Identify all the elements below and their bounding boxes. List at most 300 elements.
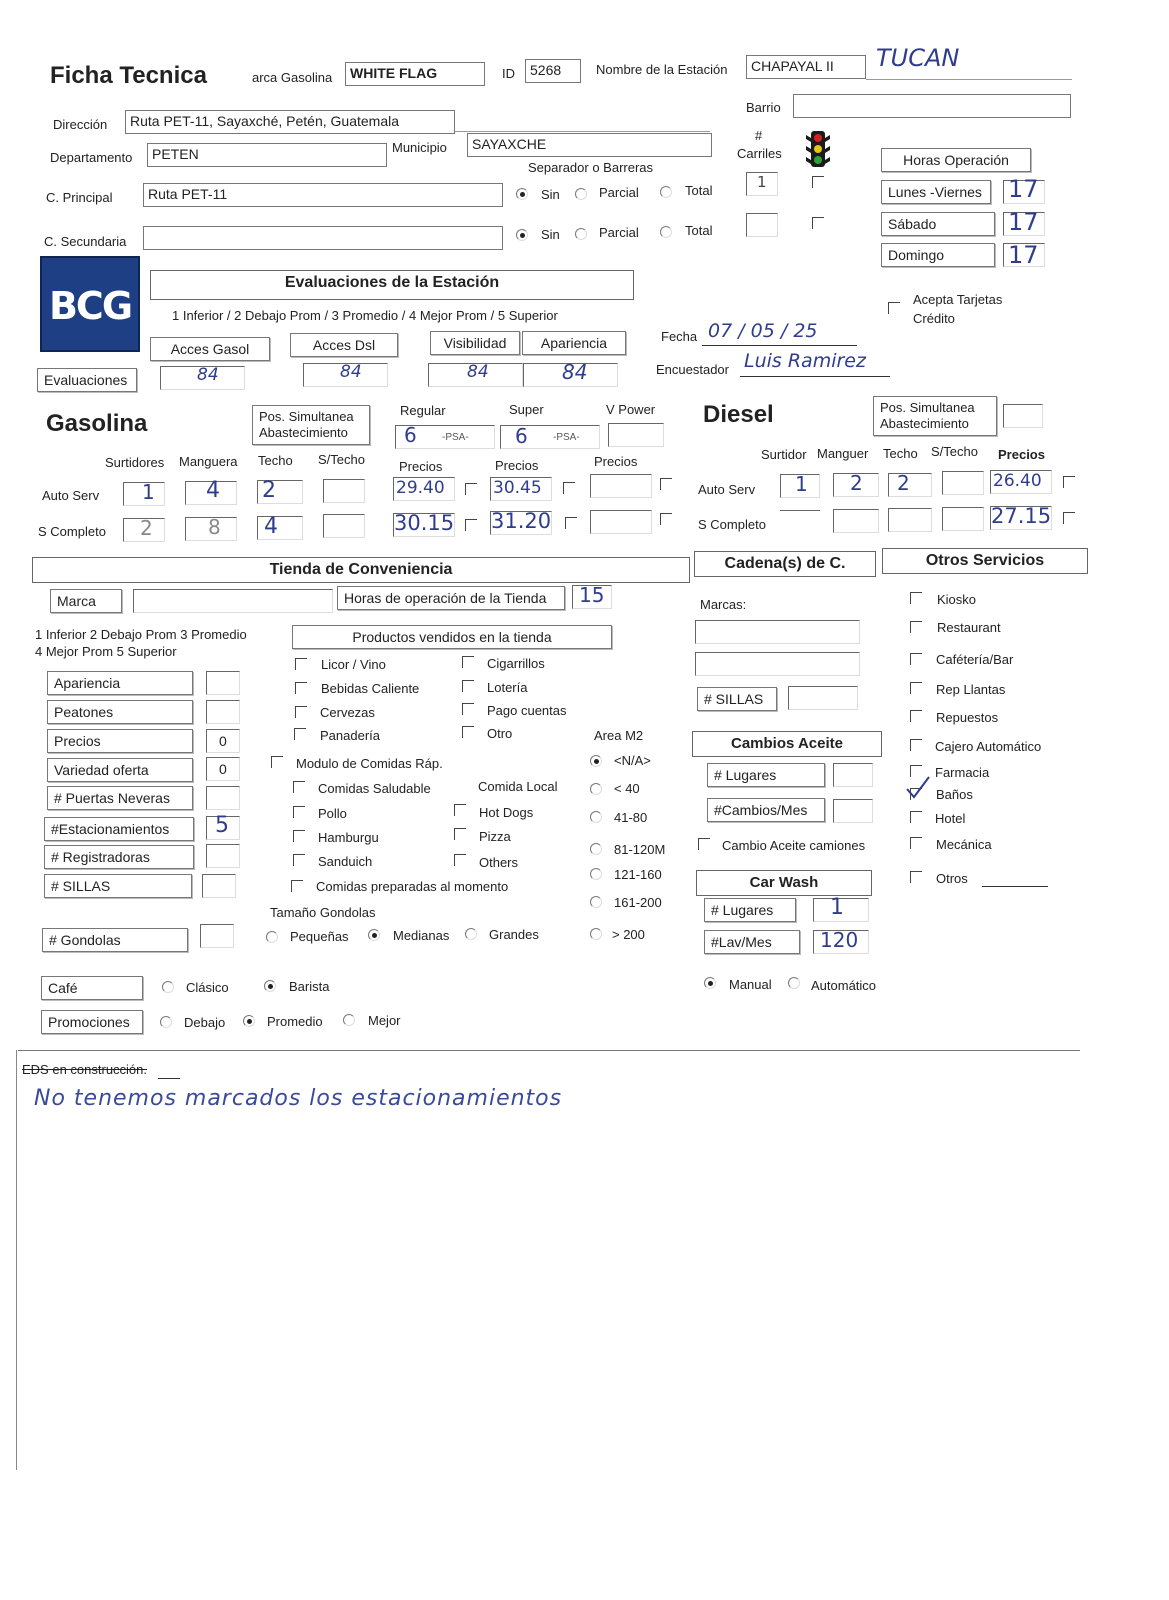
gas-auto-manguera-value: 4 (206, 478, 220, 503)
nombre-handwritten: TUCAN (876, 44, 960, 72)
carriles-checkbox-2[interactable] (812, 217, 824, 229)
area-gt200-label: > 200 (612, 927, 645, 942)
prod-licor-checkbox[interactable] (295, 658, 307, 670)
rating-apariencia-label: Apariencia (47, 671, 193, 695)
secundaria-label: C. Secundaria (44, 234, 127, 249)
otros-restaurant-label: Restaurant (937, 620, 1001, 635)
horas-lunes-field[interactable] (1003, 175, 1045, 204)
notes-typed: EDS en construcción. (22, 1062, 148, 1077)
horas-domingo-label: Domingo (881, 243, 995, 267)
gas-auto-manguera[interactable] (185, 478, 237, 505)
comidas-hotdogs-checkbox[interactable] (454, 804, 466, 816)
col-stecho: S/Techo (318, 452, 365, 467)
cambios-mes-field[interactable] (833, 799, 873, 823)
promo-debajo-radio[interactable] (160, 1016, 172, 1028)
rating-variedad-label: Variedad oferta (47, 758, 193, 782)
super-psa-value: 6 (515, 424, 528, 448)
rating-precios-field[interactable]: 0 (206, 729, 240, 753)
cambios-lugares-field[interactable] (833, 763, 873, 787)
diesel-pos-line-1: Pos. Simultanea (880, 400, 975, 415)
cambios-aceite-header: Cambios Aceite (692, 731, 882, 757)
encuestador-label: Encuestador (656, 362, 729, 377)
carwash-lugares-label: # Lugares (704, 898, 796, 922)
tienda-marca-field[interactable] (133, 589, 333, 613)
rating-peatones-field[interactable] (206, 700, 240, 724)
diesel-auto-manguer-value: 2 (850, 471, 863, 495)
diesel-title: Diesel (703, 401, 774, 428)
gas-completo-super-price-value: 31.20 (491, 509, 552, 533)
fecha-underline (702, 345, 857, 346)
municipio-label: Municipio (392, 140, 447, 155)
comidas-hamburgu-checkbox[interactable] (293, 830, 305, 842)
prod-licor-label: Licor / Vino (321, 657, 386, 672)
departamento-field[interactable]: PETEN (147, 143, 387, 167)
gas-auto-label: Auto Serv (42, 488, 100, 503)
comidas-saludable-label: Comidas Saludable (318, 781, 431, 796)
otros-hotel-checkbox[interactable] (910, 811, 922, 823)
tienda-header: Tienda de Conveniencia (32, 557, 690, 583)
area-lt40-radio[interactable] (590, 783, 602, 795)
prod-pago-checkbox[interactable] (462, 703, 474, 715)
diesel-auto-manguer[interactable] (833, 473, 879, 497)
vpower-label: V Power (606, 402, 656, 417)
gas-completo-super-checkbox[interactable] (565, 517, 577, 529)
otros-kiosko-label: Kiosko (937, 592, 977, 607)
cadena-marca-field-1[interactable] (695, 620, 860, 644)
acces-dsl-value: 84 (340, 362, 362, 382)
marca-field[interactable]: WHITE FLAG (345, 62, 485, 86)
otros-kiosko-checkbox[interactable] (910, 592, 922, 604)
diesel-auto-label: Auto Serv (698, 482, 756, 497)
prod-otro-checkbox[interactable] (462, 726, 474, 738)
acces-gasol-field[interactable] (160, 366, 245, 390)
notes-handwritten[interactable]: No tenemos marcados los estacionamientos (34, 1086, 563, 1111)
diesel-col-stecho: S/Techo (931, 444, 978, 459)
tienda-scale-2: 4 Mejor Prom 5 Superior (35, 644, 177, 659)
rating-puertas-field[interactable] (206, 786, 240, 810)
carwash-auto-radio[interactable] (788, 977, 800, 989)
horas-lunes-label: Lunes -Viernes (881, 180, 991, 204)
prod-loteria-label: Lotería (487, 680, 528, 695)
tamano-grandes-radio[interactable] (465, 928, 477, 940)
tamano-medianas-radio[interactable] (368, 929, 380, 941)
carwash-auto-label: Automático (811, 978, 877, 993)
cafe-barista-label: Barista (289, 979, 330, 994)
gas-completo-vpower-price[interactable] (590, 510, 652, 534)
gas-auto-regular-checkbox[interactable] (465, 483, 477, 495)
super-precios-label: Precios (495, 458, 539, 473)
gas-auto-techo-value: 2 (262, 478, 276, 503)
prod-cervezas-label: Cervezas (320, 705, 375, 720)
acces-dsl-field[interactable] (303, 363, 388, 387)
separador-parcial-radio-1[interactable] (575, 188, 587, 200)
tienda-scale-1: 1 Inferior 2 Debajo Prom 3 Promedio (35, 627, 247, 642)
comidas-preparadas-label: Comidas preparadas al momento (316, 879, 509, 894)
gas-completo-surtidores[interactable] (123, 518, 165, 542)
area-label: Area M2 (594, 728, 644, 743)
rating-estacionamientos-value: 5 (215, 813, 229, 838)
carriles-label: Carriles (737, 146, 782, 161)
acces-gasol-label: Acces Gasol (150, 337, 270, 361)
departamento-label: Departamento (50, 150, 133, 165)
tamano-pequenas-label: Pequeñas (290, 929, 349, 944)
cafe-clasico-label: Clásico (186, 980, 229, 995)
gas-auto-super-price-value: 30.45 (493, 478, 542, 498)
separador-total-radio-1[interactable] (660, 186, 672, 198)
col-manguera: Manguera (179, 454, 238, 469)
horas-sabado-value: 17 (1008, 208, 1039, 236)
diesel-completo-price[interactable] (990, 506, 1052, 530)
horas-domingo-value: 17 (1008, 241, 1039, 269)
diesel-pos-field[interactable] (1003, 404, 1043, 428)
rating-variedad-field[interactable]: 0 (206, 757, 240, 781)
comidas-pollo-label: Pollo (318, 806, 347, 821)
tamano-medianas-label: Medianas (393, 928, 450, 943)
gas-auto-regular-price[interactable] (393, 477, 455, 501)
comidas-hamburgu-label: Hamburgu (318, 830, 379, 845)
carwash-lav-field[interactable] (813, 930, 869, 954)
cafe-barista-radio[interactable] (264, 980, 276, 992)
gas-auto-surtidores-value: 1 (142, 480, 155, 504)
gondolas-label: # Gondolas (42, 928, 188, 952)
promo-promedio-radio[interactable] (243, 1015, 255, 1027)
diesel-completo-checkbox[interactable] (1063, 512, 1075, 524)
tienda-horas-field[interactable] (572, 585, 612, 609)
diesel-pos-line-2: Abastecimiento (880, 416, 969, 431)
gas-completo-regular-price-value: 30.15 (394, 511, 455, 535)
gas-auto-techo[interactable] (257, 480, 303, 504)
acepta-tarjetas-label-2: Crédito (913, 311, 955, 326)
area-lt40-label: < 40 (614, 781, 640, 796)
notes-typed-underline (158, 1078, 180, 1079)
otros-restaurant-checkbox[interactable] (910, 621, 922, 633)
rating-puertas-label: # Puertas Neveras (47, 786, 193, 810)
separador-total-label-2: Total (685, 223, 713, 238)
fecha-label: Fecha (661, 329, 698, 344)
gas-completo-super-price[interactable] (490, 511, 552, 535)
otros-banos-label: Baños (936, 787, 973, 802)
prod-cervezas-checkbox[interactable] (295, 706, 307, 718)
area-81-120-radio[interactable] (590, 843, 602, 855)
gas-completo-techo-value: 4 (264, 514, 278, 539)
promociones-label: Promociones (41, 1010, 143, 1034)
nombre-underline (866, 79, 1072, 80)
regular-psa-tag: -PSA- (442, 432, 469, 443)
cambio-camiones-label: Cambio Aceite camiones (722, 838, 866, 853)
rating-estacionamientos-label: #Estacionamientos (44, 817, 194, 841)
gas-completo-label: S Completo (38, 524, 106, 539)
diesel-completo-label: S Completo (698, 517, 766, 532)
otros-mecanica-label: Mecánica (936, 837, 992, 852)
diesel-col-surtidor: Surtidor (761, 447, 807, 462)
productos-header: Productos vendidos en la tienda (292, 625, 612, 649)
gas-auto-regular-price-value: 29.40 (396, 478, 445, 498)
otros-cafeteria-label: Cafétería/Bar (936, 652, 1014, 667)
promo-mejor-label: Mejor (368, 1013, 401, 1028)
promo-promedio-label: Promedio (267, 1014, 323, 1029)
visibilidad-label: Visibilidad (430, 331, 520, 355)
comidas-others-label: Others (479, 855, 519, 870)
cadena-sillas-field[interactable] (788, 686, 858, 710)
diesel-completo-stecho[interactable] (942, 507, 984, 531)
apariencia-field[interactable] (523, 360, 618, 387)
marca-label: arca Gasolina (252, 70, 333, 85)
diesel-auto-price-value: 26.40 (993, 471, 1042, 491)
separador-parcial-radio-2[interactable] (575, 228, 587, 240)
otros-llantas-checkbox[interactable] (910, 682, 922, 694)
gasolina-pos-simultanea (252, 405, 370, 445)
evaluaciones-scale: 1 Inferior / 2 Debajo Prom / 3 Promedio / 4 Mejor Prom / 5 Superior (172, 308, 558, 323)
otros-repuestos-label: Repuestos (936, 710, 999, 725)
cadena-sillas-label: # SILLAS (697, 687, 777, 711)
gas-auto-super-price[interactable] (490, 477, 552, 501)
traffic-light-icon (805, 130, 831, 168)
modulo-comidas-checkbox[interactable] (271, 756, 283, 768)
evaluaciones-header: Evaluaciones de la Estación (150, 270, 634, 300)
diesel-auto-techo-value: 2 (897, 471, 910, 495)
apariencia-label: Apariencia (522, 331, 626, 355)
diesel-col-techo: Techo (883, 446, 918, 461)
area-161-200-label: 161-200 (614, 895, 662, 910)
gasolina-title: Gasolina (46, 410, 148, 437)
gondolas-field[interactable] (200, 924, 234, 948)
gas-completo-manguera[interactable] (185, 517, 237, 541)
gas-completo-stecho[interactable] (323, 514, 365, 538)
carwash-manual-radio[interactable] (704, 977, 716, 989)
acepta-tarjetas-checkbox[interactable] (888, 302, 900, 314)
otros-otros-checkbox[interactable] (910, 871, 922, 883)
otros-otros-label: Otros (936, 871, 968, 886)
carwash-manual-label: Manual (729, 977, 772, 992)
check-mark-icon (905, 775, 931, 801)
prod-cigarrillos-checkbox[interactable] (462, 656, 474, 668)
tamano-grandes-label: Grandes (489, 927, 539, 942)
area-41-80-radio[interactable] (590, 811, 602, 823)
super-label: Super (509, 402, 544, 417)
notes-top-border (18, 1050, 1080, 1051)
otros-mecanica-checkbox[interactable] (910, 837, 922, 849)
separador-total-radio-2[interactable] (660, 226, 672, 238)
regular-label: Regular (400, 403, 446, 418)
otros-cajero-checkbox[interactable] (910, 739, 922, 751)
comidas-others-checkbox[interactable] (454, 854, 466, 866)
gas-completo-regular-checkbox[interactable] (465, 519, 477, 531)
visibilidad-value: 84 (467, 362, 489, 382)
apariencia-value: 84 (562, 360, 588, 384)
evaluaciones-row-label: Evaluaciones (37, 368, 137, 392)
comidas-preparadas-checkbox[interactable] (291, 880, 303, 892)
regular-psa-value: 6 (404, 423, 417, 447)
separador-sin-label-2: Sin (541, 227, 560, 242)
otros-hotel-label: Hotel (935, 811, 966, 826)
regular-psa-field[interactable] (395, 425, 495, 449)
col-techo: Techo (258, 453, 293, 468)
otros-llantas-label: Rep Llantas (936, 682, 1006, 697)
carwash-lugares-field[interactable] (813, 895, 869, 922)
gas-auto-vpower-price[interactable] (590, 474, 652, 498)
direccion-field[interactable]: Ruta PET-11, Sayaxché, Petén, Guatemala (125, 110, 455, 134)
carriles-value-1: 1 (757, 173, 767, 191)
diesel-completo-price-value: 27.15 (991, 504, 1052, 528)
diesel-pos-simultanea (873, 396, 997, 436)
gas-completo-surtidores-value: 2 (140, 516, 153, 540)
direccion-label: Dirección (53, 117, 108, 132)
carriles-checkbox-1[interactable] (812, 176, 824, 188)
separador-sin-radio-2[interactable] (516, 229, 528, 241)
municipio-field[interactable]: SAYAXCHE (467, 133, 712, 157)
tienda-horas-value: 15 (579, 583, 605, 607)
prod-bebidas-label: Bebidas Caliente (321, 681, 420, 696)
gas-completo-manguera-value: 8 (208, 515, 221, 539)
area-121-160-radio[interactable] (590, 868, 602, 880)
carwash-lav-label: #Lav/Mes (704, 930, 800, 954)
diesel-col-manguer: Manguer (817, 446, 869, 461)
separador-sin-radio-1[interactable] (516, 188, 528, 200)
otros-otros-line (982, 886, 1048, 887)
rating-registradoras-field[interactable] (206, 844, 240, 868)
carwash-header: Car Wash (696, 870, 872, 896)
area-na-radio[interactable] (590, 755, 602, 767)
comidas-hotdogs-label: Hot Dogs (479, 805, 534, 820)
horas-sabado-field[interactable] (1003, 208, 1045, 236)
gas-auto-stecho[interactable] (323, 479, 365, 503)
prod-otro-label: Otro (487, 726, 513, 741)
page-title: Ficha Tecnica (50, 62, 207, 89)
area-41-80-label: 41-80 (614, 810, 648, 825)
principal-field[interactable]: Ruta PET-11 (143, 183, 503, 207)
super-psa-tag: -PSA- (553, 432, 580, 443)
area-121-160-label: 121-160 (614, 867, 662, 882)
cadena-marca-field-2[interactable] (695, 652, 860, 676)
gas-auto-vpower-checkbox[interactable] (660, 478, 672, 490)
area-na-label: <N/A> (614, 753, 651, 768)
prod-loteria-checkbox[interactable] (462, 680, 474, 692)
barrio-label: Barrio (746, 100, 781, 115)
diesel-auto-price[interactable] (990, 470, 1052, 494)
diesel-auto-surtidor[interactable] (780, 474, 820, 498)
horas-lunes-value: 17 (1008, 175, 1039, 203)
prod-bebidas-checkbox[interactable] (295, 682, 307, 694)
nombre-field[interactable]: CHAPAYAL II (746, 55, 866, 79)
separador-sin-label-1: Sin (541, 187, 560, 202)
diesel-auto-checkbox[interactable] (1063, 476, 1075, 488)
otros-repuestos-checkbox[interactable] (910, 710, 922, 722)
gas-auto-super-checkbox[interactable] (563, 482, 575, 494)
super-psa-field[interactable] (500, 425, 600, 449)
carriles-field-1[interactable] (746, 172, 778, 196)
acepta-tarjetas-label-1: Acepta Tarjetas (913, 292, 1003, 307)
otros-cajero-label: Cajero Automático (935, 739, 1042, 754)
col-surtidores: Surtidores (105, 455, 165, 470)
carwash-lugares-value: 1 (830, 895, 844, 920)
diesel-auto-stecho[interactable] (942, 471, 984, 495)
carwash-lav-value: 120 (820, 928, 859, 952)
comidas-pizza-label: Pizza (479, 829, 511, 844)
notes-left-border (16, 1050, 17, 1470)
prod-pago-label: Pago cuentas (487, 703, 567, 718)
regular-precios-label: Precios (399, 459, 443, 474)
gas-auto-surtidores[interactable] (123, 482, 165, 506)
modulo-comidas-label: Modulo de Comidas Ráp. (296, 756, 443, 771)
secundaria-field[interactable] (143, 226, 503, 250)
separador-parcial-label-1: Parcial (599, 185, 639, 200)
rating-sillas-label: # SILLAS (44, 874, 192, 898)
horas-domingo-field[interactable] (1003, 243, 1045, 267)
area-81-120-label: 81-120M (614, 842, 666, 857)
horas-sabado-label: Sábado (881, 212, 995, 236)
comidas-pollo-checkbox[interactable] (293, 806, 305, 818)
cafe-label: Café (41, 976, 143, 1000)
separador-label: Separador o Barreras (528, 160, 654, 175)
gas-completo-regular-price[interactable] (393, 513, 455, 537)
area-161-200-radio[interactable] (590, 896, 602, 908)
gasolina-pos-line-2: Abastecimiento (259, 425, 348, 440)
fecha-value: 07 / 05 / 25 (708, 320, 818, 342)
diesel-completo-surtidor-line (780, 510, 820, 511)
separador-parcial-label-2: Parcial (599, 225, 639, 240)
diesel-col-precios: Precios (998, 447, 1045, 462)
tienda-marca-label: Marca (50, 589, 122, 613)
comidas-sanduich-label: Sanduich (318, 854, 373, 869)
carriles-field-2[interactable] (746, 213, 778, 237)
promo-mejor-radio[interactable] (343, 1014, 355, 1026)
cadena-header: Cadena(s) de C. (694, 551, 876, 577)
acces-dsl-label: Acces Dsl (290, 333, 398, 357)
otros-header: Otros Servicios (882, 548, 1088, 574)
cafe-clasico-radio[interactable] (162, 981, 174, 993)
area-gt200-radio[interactable] (590, 928, 602, 940)
cambio-camiones-checkbox[interactable] (698, 838, 710, 850)
visibilidad-field[interactable] (428, 363, 523, 387)
gas-completo-vpower-checkbox[interactable] (660, 513, 672, 525)
rating-sillas-field[interactable] (202, 874, 236, 898)
comidas-saludable-checkbox[interactable] (293, 781, 305, 793)
gas-completo-techo[interactable] (257, 516, 303, 540)
otros-farmacia-label: Farmacia (935, 765, 990, 780)
prod-panaderia-label: Panadería (320, 728, 380, 743)
cadena-marcas-label: Marcas: (700, 597, 747, 612)
direccion-underline (455, 131, 710, 132)
prod-panaderia-checkbox[interactable] (294, 728, 306, 740)
comidas-pizza-checkbox[interactable] (454, 828, 466, 840)
diesel-completo-manguer[interactable] (833, 509, 879, 533)
id-label: ID (502, 66, 515, 81)
gasolina-pos-line-1: Pos. Simultanea (259, 409, 354, 424)
id-field[interactable]: 5268 (525, 59, 581, 83)
diesel-auto-techo[interactable] (888, 473, 932, 497)
barrio-field[interactable] (793, 94, 1071, 118)
tienda-horas-label: Horas de operación de la Tienda (337, 586, 565, 610)
prod-cigarrillos-label: Cigarrillos (487, 656, 545, 671)
carriles-hash-label: # (755, 128, 763, 143)
cambios-lugares-label: # Lugares (707, 763, 825, 787)
principal-label: C. Principal (46, 190, 113, 205)
rating-estacionamientos-field[interactable] (206, 813, 240, 840)
vpower-precios-label: Precios (594, 454, 638, 469)
rating-registradoras-label: # Registradoras (44, 845, 194, 869)
separador-total-label-1: Total (685, 183, 713, 198)
comidas-sanduich-checkbox[interactable] (293, 854, 305, 866)
encuestador-value: Luis Ramirez (744, 350, 866, 372)
diesel-completo-techo[interactable] (888, 508, 932, 532)
acces-gasol-value: 84 (197, 365, 219, 385)
otros-cafeteria-checkbox[interactable] (910, 653, 922, 665)
rating-apariencia-field[interactable] (206, 671, 240, 695)
vpower-psa-field[interactable] (608, 423, 664, 447)
tamano-pequenas-radio[interactable] (266, 931, 278, 943)
cambios-mes-label: #Cambios/Mes (707, 798, 825, 822)
horas-header: Horas Operación (881, 148, 1031, 172)
